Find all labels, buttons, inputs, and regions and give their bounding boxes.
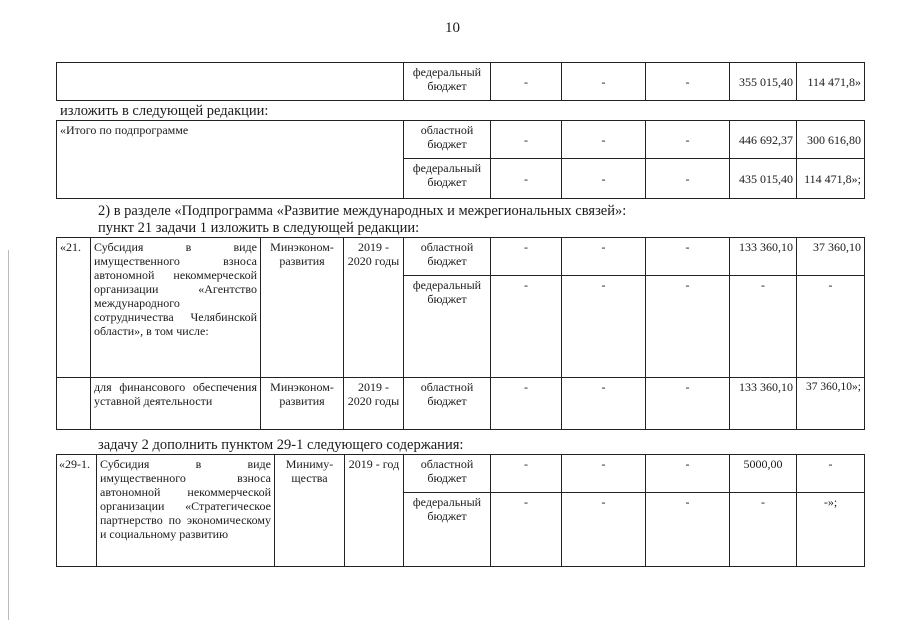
table-cell: - bbox=[562, 159, 646, 199]
budget-label: федеральный бюджет bbox=[404, 159, 491, 199]
table-cell-value: -»; bbox=[797, 493, 865, 567]
table-cell-item bbox=[57, 63, 404, 101]
table-cell bbox=[57, 378, 91, 430]
table-cell-value: - bbox=[797, 455, 865, 493]
table-cell-value: - bbox=[730, 276, 797, 378]
table-cell-value: 133 360,10 bbox=[730, 378, 797, 430]
budget-label: областной бюджет bbox=[404, 455, 491, 493]
table-cell: - bbox=[491, 159, 562, 199]
instruction-text: изложить в следующей редакции: bbox=[60, 103, 269, 119]
table-cell-value: 114 471,8» bbox=[797, 63, 865, 101]
item-description: Субсидия в виде имущественного взноса автономной некоммерческой организации «Стратегическое партнерство по экономическому и социальному развитию bbox=[97, 455, 275, 567]
table-item-21 bbox=[56, 237, 865, 430]
table-cell: - bbox=[491, 63, 562, 101]
table-cell-value: 300 616,80 bbox=[797, 121, 865, 159]
table-cell: - bbox=[562, 493, 646, 567]
table-cell-value: 37 360,10»; bbox=[797, 378, 865, 430]
budget-label: федеральный бюджет bbox=[404, 276, 491, 378]
table-cell: - bbox=[491, 493, 562, 567]
table-cell: - bbox=[646, 121, 730, 159]
table-cell: - bbox=[491, 276, 562, 378]
table-cell: - bbox=[491, 378, 562, 430]
period-years: 2019 - 2020 годы bbox=[344, 238, 404, 378]
table-cell: - bbox=[646, 238, 730, 276]
table-cell-value: 5000,00 bbox=[730, 455, 797, 493]
page-number: 10 bbox=[445, 20, 460, 36]
sub-item-description: для финансового обеспечения уставной деятельности bbox=[91, 378, 261, 430]
item-number: «21. bbox=[57, 238, 91, 378]
table-cell-value: - bbox=[797, 276, 865, 378]
table-cell: - bbox=[562, 276, 646, 378]
table-cell-value: 37 360,10 bbox=[797, 238, 865, 276]
table-cell: - bbox=[646, 276, 730, 378]
table-cell: - bbox=[646, 493, 730, 567]
table-cell: - bbox=[646, 378, 730, 430]
table-item-29-1 bbox=[56, 454, 865, 567]
period-years: 2019 - год bbox=[345, 455, 404, 567]
table-cell: - bbox=[491, 238, 562, 276]
subprogram-total-label: «Итого по подпрограмме bbox=[57, 121, 404, 199]
table-subprogram-total bbox=[56, 120, 865, 199]
item-description: Субсидия в виде имущественного взноса автономной некоммерческой организации «Агентство международного сотрудничества Челябинской области», в том числе: bbox=[91, 238, 261, 378]
table-cell-value: 133 360,10 bbox=[730, 238, 797, 276]
table-cell-value: 355 015,40 bbox=[730, 63, 797, 101]
scan-margin-line bbox=[8, 250, 9, 620]
table-cell: - bbox=[562, 378, 646, 430]
table-cell: - bbox=[562, 455, 646, 493]
table-cell: - bbox=[491, 455, 562, 493]
table-cell: - bbox=[646, 63, 730, 101]
budget-label: федеральный бюджет bbox=[404, 493, 491, 567]
instruction-text: пункт 21 задачи 1 изложить в следующей редакции: bbox=[98, 220, 420, 236]
table-cell-value: 114 471,8»; bbox=[797, 159, 865, 199]
responsible-org: Миниму-щества bbox=[275, 455, 345, 567]
table-cell-value: 446 692,37 bbox=[730, 121, 797, 159]
responsible-org: Минэконом-развития bbox=[261, 238, 344, 378]
table-cell: - bbox=[646, 159, 730, 199]
responsible-org: Минэконом-развития bbox=[261, 378, 344, 430]
table-cell: - bbox=[491, 121, 562, 159]
budget-label: областной бюджет bbox=[404, 378, 491, 430]
table-cell: - bbox=[562, 238, 646, 276]
table-cell: - bbox=[562, 63, 646, 101]
table-cell: - bbox=[562, 121, 646, 159]
budget-label: областной бюджет bbox=[404, 121, 491, 159]
table-federal-continuation bbox=[56, 62, 865, 101]
period-years: 2019 - 2020 годы bbox=[344, 378, 404, 430]
budget-label: областной бюджет bbox=[404, 238, 491, 276]
budget-label: федеральный бюджет bbox=[404, 63, 491, 101]
section-heading-text: 2) в разделе «Подпрограмма «Развитие международных и межрегиональных связей»: bbox=[98, 203, 627, 219]
table-cell: - bbox=[646, 455, 730, 493]
table-cell-value: 435 015,40 bbox=[730, 159, 797, 199]
table-cell-value: - bbox=[730, 493, 797, 567]
item-number: «29-1. bbox=[57, 455, 97, 567]
instruction-text: задачу 2 дополнить пунктом 29-1 следующего содержания: bbox=[98, 437, 464, 453]
